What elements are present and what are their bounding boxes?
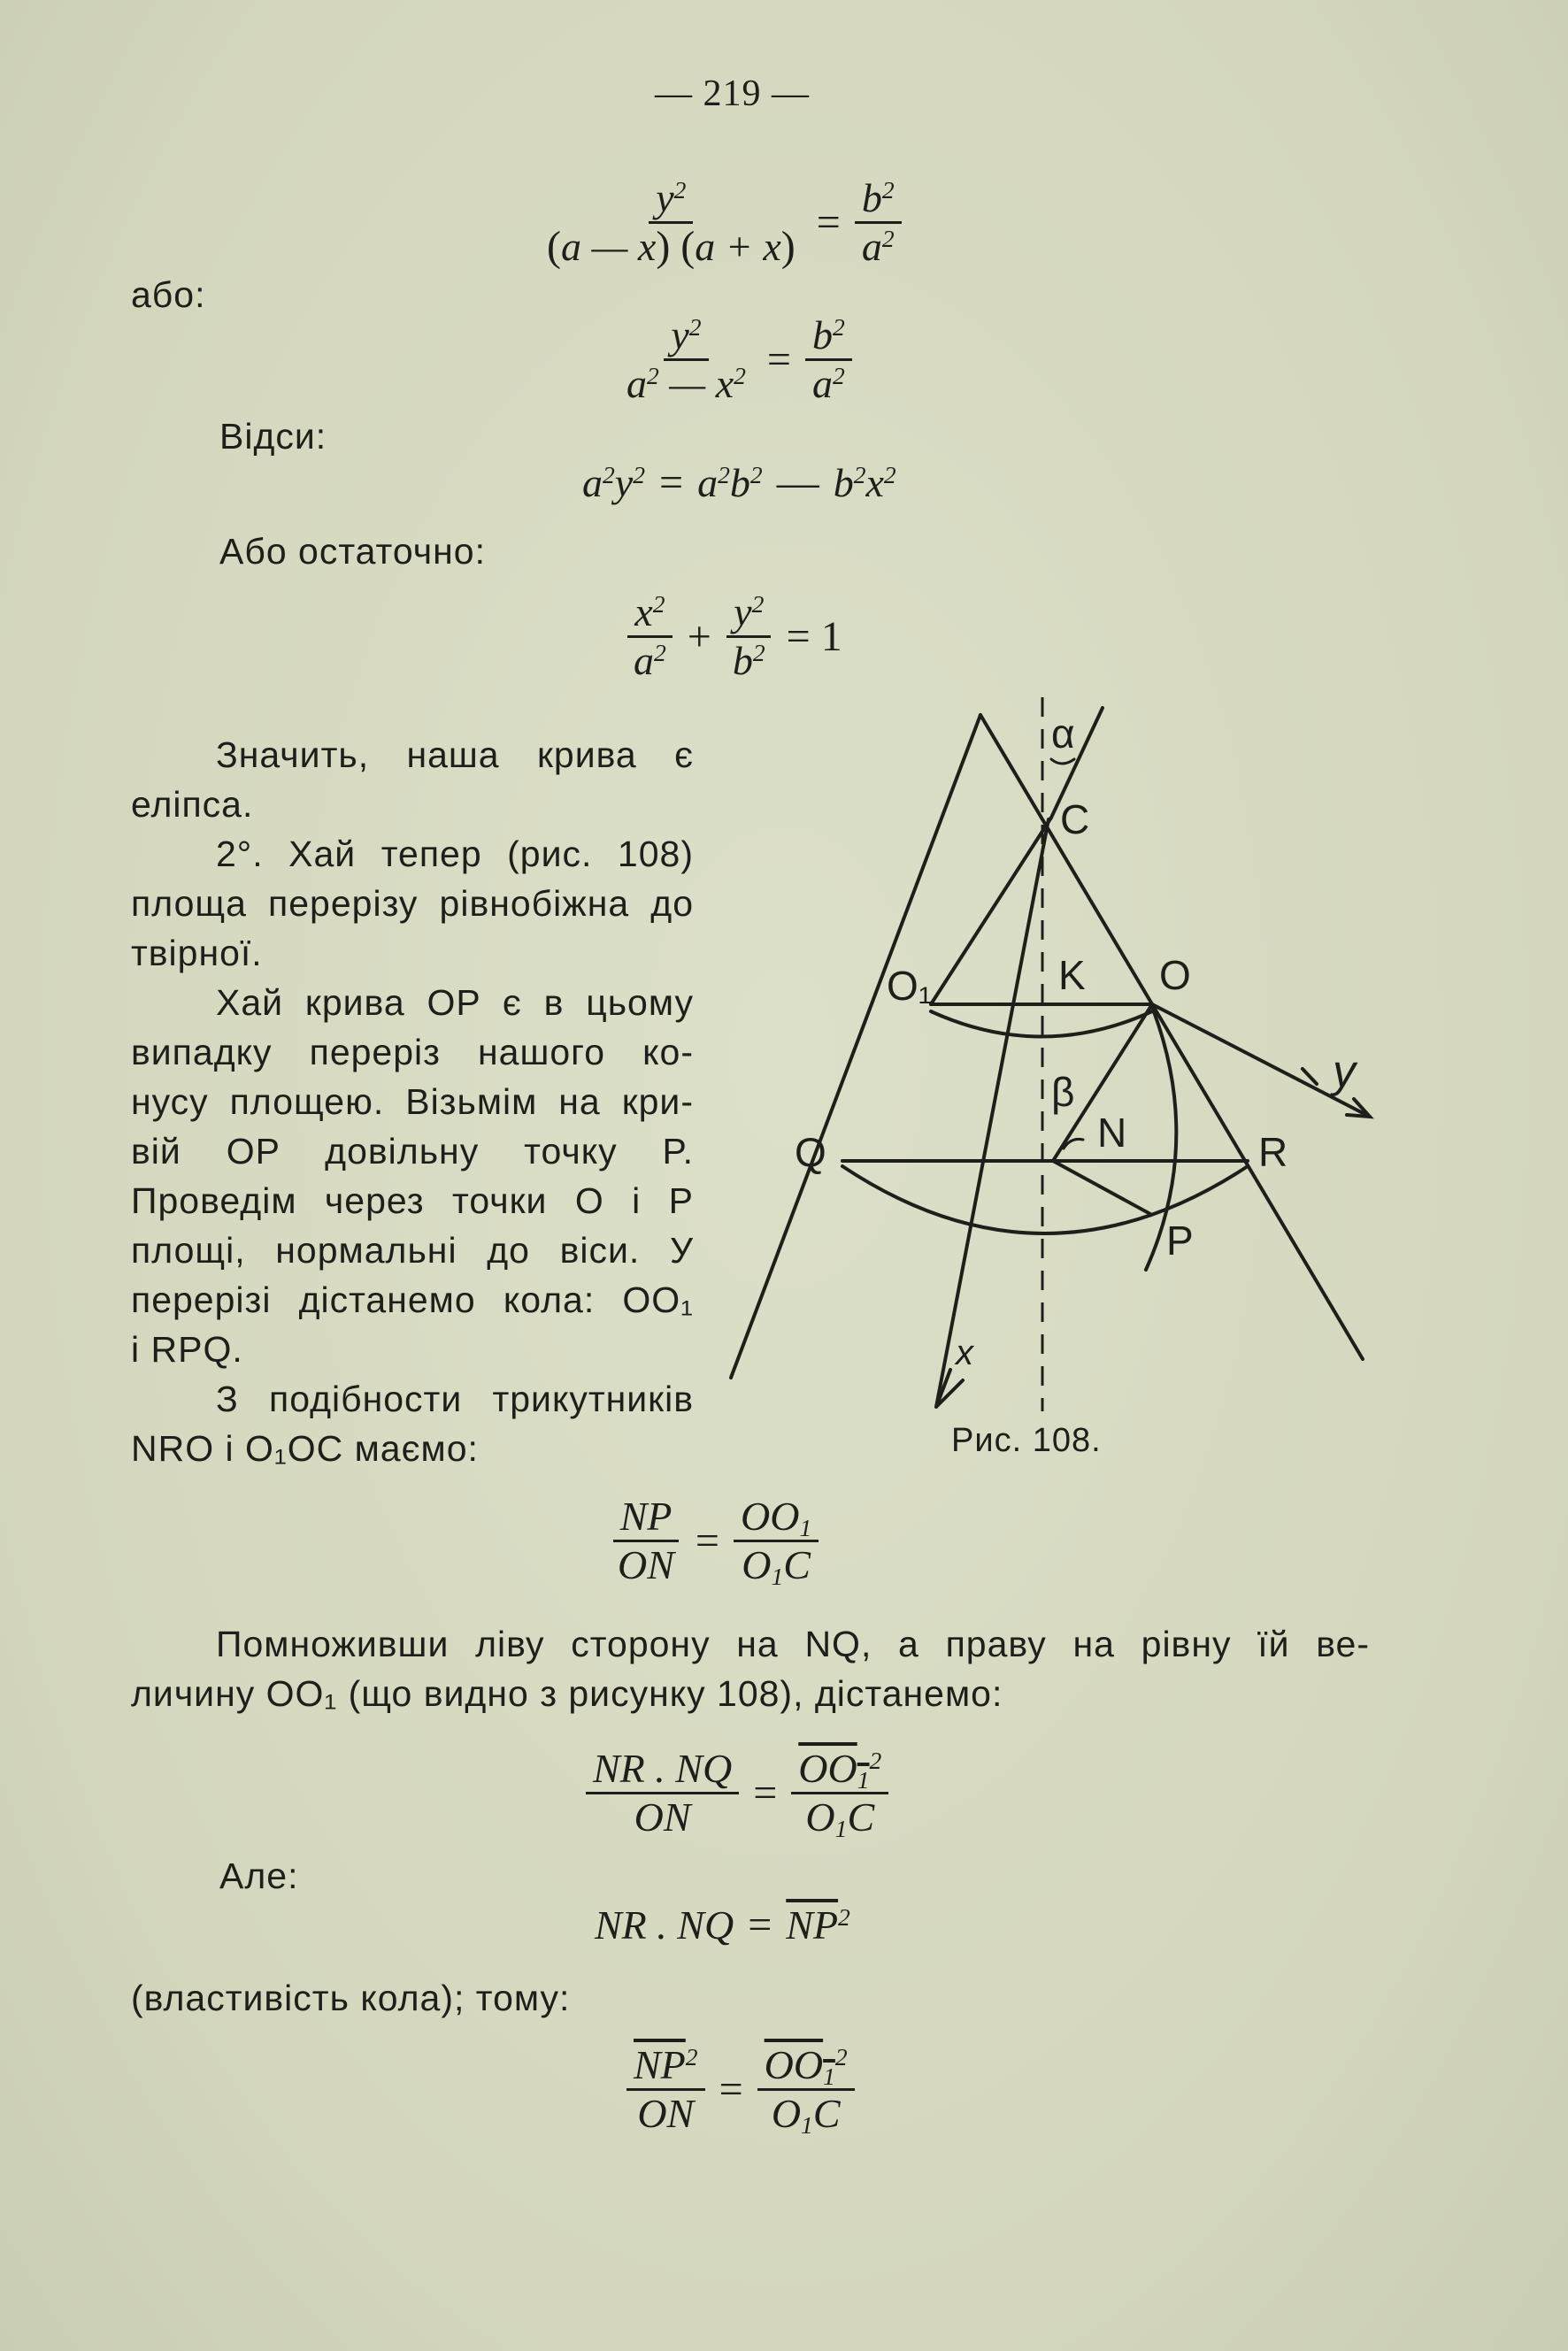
p2-line-1: 2°. Хай тепер (рис. 108) (216, 834, 694, 874)
p5-line-1: Помноживши ліву сторону на NQ, а праву на рівну їй ве- (216, 1624, 1370, 1664)
cone-upper-left-segment (931, 818, 1051, 1004)
label-n: N (1097, 1110, 1127, 1156)
p3-line-7: перерізі дістанемо кола: OO₁ (131, 1279, 694, 1320)
p3-line-5: Проведім через точки O і P (131, 1180, 694, 1221)
figure-108 (708, 690, 1398, 1469)
label-p: P (1166, 1218, 1194, 1264)
p3-line-4: вій OP довільну точку P. (131, 1131, 694, 1172)
word-abo: або: (131, 274, 206, 315)
p1-line-1: Значить, наша крива є (216, 734, 694, 775)
p1-line-2: еліпса. (131, 784, 254, 825)
equation-5: $\frac{NP}{ON}$ = $\frac{OO_1}{O_1C}$ (611, 1495, 819, 1587)
label-c: C (1060, 796, 1090, 842)
equation-8: $\frac{\overline{NP}^2}{ON}$ = $\frac{OO_1^2}{O_1C}$ (626, 2044, 855, 2135)
equation-2: $\frac{y^2}{a^2 — x^2}$ = $\frac{b^2}{a^2}$ (619, 314, 852, 405)
equation-6: $\frac{NR . NQ}{ON}$ = $\frac{OO_1^2}{O_1C}$ (586, 1748, 888, 1839)
p5-line-2: личину OO₁ (що видно з рисунку 108), дістанемо: (131, 1673, 1003, 1714)
label-beta: β (1051, 1069, 1075, 1115)
p2-line-2: площа перерізу рівнобіжна до (131, 883, 694, 924)
paragraph-block-left (131, 730, 694, 1473)
page-number: — 219 — (655, 73, 810, 114)
label-o1: O₁ (887, 963, 933, 1009)
equation-4: $\frac{x^2}{a^2}$ + $\frac{y^2}{b^2}$ = 1 (626, 591, 848, 682)
p3-line-2: випадку переріз нашого ко- (131, 1032, 694, 1072)
p3-line-3: нусу площею. Візьмім на кри- (131, 1081, 694, 1122)
word-ale: Але: (219, 1855, 299, 1896)
equation-1: $\frac{y^2}{(a — x) (a + x)}$ = $\frac{b^2}{a^2}$ (540, 177, 902, 268)
label-x: x (956, 1333, 973, 1372)
label-r: R (1258, 1129, 1288, 1175)
paragraph-5 (131, 1619, 1370, 1718)
figure-caption: Рис. 108. (951, 1422, 1102, 1459)
angle-mark-c (1051, 759, 1074, 764)
label-k: K (1058, 952, 1086, 998)
equation-7: NR . NQ = $\overline{NP}^2$ (595, 1902, 850, 1948)
cone-generatrix-left (731, 715, 980, 1378)
word-vlastyvist: (властивість кола); тому: (131, 1978, 571, 2018)
segment-np (1053, 1161, 1150, 1214)
p4-line-2: NRO і O₁OC маємо: (131, 1428, 479, 1469)
word-vidsy: Відси: (219, 416, 327, 457)
p3-line-6: площі, нормальні до віси. У (131, 1230, 694, 1271)
equation-3: $a^2y^2$ = $a^2b^2$ — $b^2x^2$ (582, 459, 896, 506)
p3-line-8: і RPQ. (131, 1329, 243, 1370)
p3-line-1: Хай крива OP є в цьому (216, 982, 694, 1023)
p2-line-3: твірної. (131, 933, 263, 973)
p4-line-1: З подібности трикутників (216, 1379, 694, 1419)
label-o: O (1159, 952, 1191, 998)
label-y: y (1333, 1046, 1356, 1097)
label-q: Q (795, 1129, 826, 1175)
word-abo-ostatochno: Або остаточно: (219, 531, 486, 572)
label-alpha: α (1051, 711, 1075, 757)
